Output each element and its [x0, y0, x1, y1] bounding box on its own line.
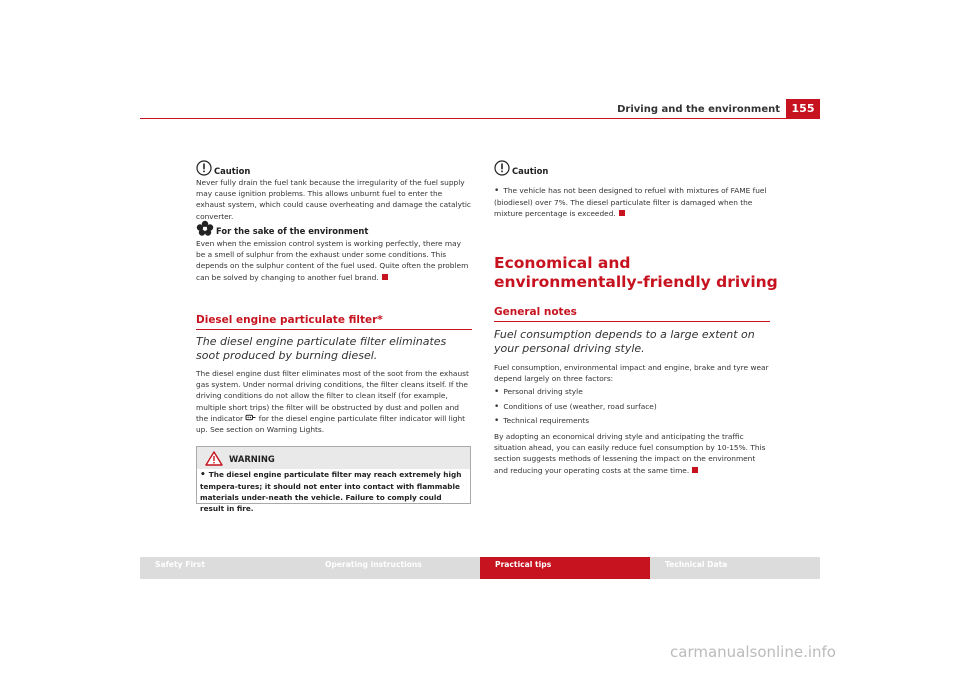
- caution-icon: [494, 160, 510, 176]
- environment-text: Even when the emission control system is working perfectly, there may be a smell of sulphur from the exhaust under some conditions. This depends on the sulphur content of the fuel used. Quite often the problem can be solved by changing to another fuel brand.: [196, 239, 469, 282]
- caution-heading: [196, 160, 472, 176]
- caution-title: Caution: [214, 166, 251, 176]
- end-mark: [382, 274, 388, 280]
- header-rule: [140, 118, 820, 119]
- footer-tab-practical-tips[interactable]: Practical tips: [480, 557, 650, 579]
- dpf-lead: The diesel engine particulate filter eliminates soot produced by burning diesel.: [196, 335, 447, 362]
- general-notes-lead: Fuel consumption depends to a large extent on your personal driving style.: [494, 328, 755, 355]
- general-notes-intro: Fuel consumption, environmental impact and engine, brake and tyre wear depend largely on three factors:: [494, 363, 769, 384]
- running-header-title: Driving and the environment: [617, 104, 780, 115]
- footer-tab-technical-data[interactable]: Technical Data: [665, 560, 728, 569]
- page-number: 155: [786, 99, 820, 118]
- caution-note-left: [196, 160, 472, 222]
- warning-triangle-icon: [205, 451, 223, 466]
- end-mark: [619, 210, 625, 216]
- factor-list: [494, 385, 770, 429]
- particulate-filter-indicator-icon: [245, 414, 256, 421]
- caution-heading: [494, 160, 770, 176]
- general-notes-heading: General notes: [494, 306, 577, 318]
- dpf-section: [196, 314, 472, 435]
- section-rule: [494, 321, 770, 322]
- dpf-heading: Diesel engine particulate filter*: [196, 314, 383, 326]
- caution-icon: [196, 160, 212, 176]
- warning-heading: [205, 451, 275, 466]
- bullet: •: [494, 186, 500, 196]
- list-item: • Personal driving style: [494, 385, 770, 400]
- section-rule: [196, 329, 472, 330]
- general-notes-section: [494, 306, 770, 476]
- footer-tab-operating-instructions[interactable]: Operating instructions: [325, 560, 422, 569]
- warning-box: [196, 446, 471, 513]
- environment-flower-icon: [196, 220, 214, 236]
- environment-title: For the sake of the environment: [216, 226, 369, 236]
- bullet: •: [200, 470, 206, 480]
- footer-tab-safety-first[interactable]: Safety First: [155, 560, 205, 569]
- environment-note: [196, 220, 472, 283]
- list-item: • Technical requirements: [494, 414, 770, 429]
- list-item: • Conditions of use (weather, road surface): [494, 400, 770, 415]
- environment-heading: [196, 220, 472, 236]
- caution-note-right: [494, 160, 770, 220]
- warning-title: WARNING: [229, 453, 275, 464]
- general-notes-closing: By adopting an economical driving style and anticipating the traffic situation ahead, you can easily reduce fuel consumption by 10-15%. This section suggests methods of lessening the impact on the environment and reducing your operating costs at the same time.: [494, 431, 766, 475]
- warning-text: • The diesel engine particulate filter may reach extremely high tempera-tures; it should not enter into contact with flammable materials under-neath the vehicle. Failure to comply could result in fire.: [200, 470, 462, 513]
- warning-body: [200, 469, 468, 514]
- main-heading-text: Economical and environmentally-friendly driving: [494, 254, 778, 291]
- footer-nav: [140, 557, 820, 579]
- caution-text: • The vehicle has not been designed to refuel with mixtures of FAME fuel (biodiesel) over 7%. The diesel particulate filter is damaged when the mixture percentage is exceeded.: [494, 186, 767, 219]
- end-mark: [692, 467, 698, 473]
- main-heading: [494, 254, 784, 292]
- dpf-text: The diesel engine dust filter eliminates most of the soot from the exhaust gas system. Under normal driving conditions, the filter cleans itself. If the driving conditions do not allow the filter to clean itself (for example, multiple short trips) the filter will be obstructed by dust and pollen and the indicator for the diesel engine particulate filter indicator will light up. See section on Warning Lights.: [196, 369, 469, 435]
- caution-title: Caution: [512, 166, 549, 176]
- caution-text: Never fully drain the fuel tank because the irregularity of the fuel supply may cause ignition problems. This allows unburnt fuel to enter the exhaust system, which could cause overheating and damage the catalytic converter.: [196, 178, 471, 221]
- watermark: carmanualsonline.info: [670, 643, 836, 661]
